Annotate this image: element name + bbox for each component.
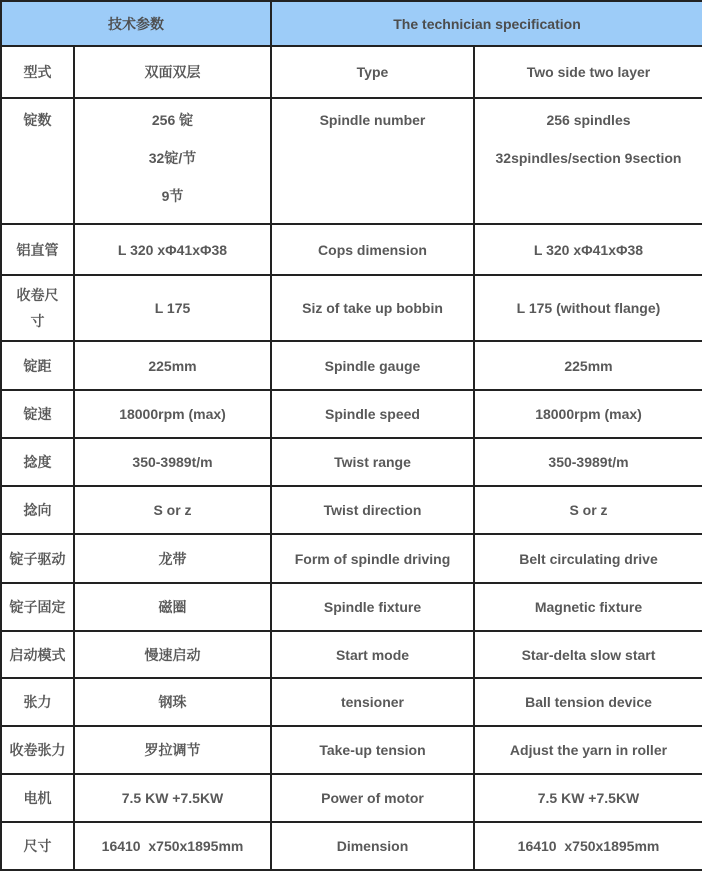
header-cell-en: The technician specification — [271, 1, 702, 46]
cell-text: 16410 x750x1895mm — [101, 838, 244, 854]
row-value-en — [474, 438, 702, 486]
row-value-en — [474, 822, 702, 870]
table-row — [1, 438, 702, 486]
cell-text: 256 spindles — [546, 112, 631, 128]
cell-text: Belt circulating drive — [519, 550, 658, 567]
cell-text: 16410 x750x1895mm — [517, 838, 660, 854]
cell-text: 7.5 KW +7.5KW — [121, 790, 224, 806]
cell-text: 225mm — [148, 357, 197, 374]
cell-text: 龙带 — [158, 550, 187, 567]
header-cell-cn: 技术参数 — [1, 1, 271, 46]
cell-text: Type — [356, 64, 389, 80]
row-label-en — [271, 774, 474, 822]
row-label-en — [271, 46, 474, 98]
row-value-cn — [74, 583, 271, 631]
cell-text: Siz of take up bobbin — [302, 300, 443, 316]
row-value-cn — [74, 438, 271, 486]
row-label-en — [271, 224, 474, 275]
row-label-en — [271, 390, 474, 438]
row-label-en — [271, 275, 474, 341]
row-label-cn — [1, 678, 74, 726]
cell-text: 18000rpm (max) — [119, 406, 226, 422]
row-label-en — [271, 438, 474, 486]
table-row — [1, 631, 702, 678]
table-row — [1, 534, 702, 583]
cell-text: 铝直管 — [16, 241, 59, 258]
row-label-cn — [1, 822, 74, 870]
row-value-en — [474, 678, 702, 726]
cell-text: 锭子固定 — [9, 599, 66, 615]
cell-text: tensioner — [340, 694, 404, 710]
row-label-cn — [1, 46, 74, 98]
row-value-en — [474, 726, 702, 774]
row-label-en — [271, 341, 474, 390]
row-value-en — [474, 224, 702, 275]
row-label-cn — [1, 486, 74, 534]
row-label-en — [271, 822, 474, 870]
cell-text: Start mode — [335, 646, 410, 663]
cell-text: 锭距 — [23, 357, 52, 374]
row-label-cn — [1, 438, 74, 486]
row-value-cn — [74, 678, 271, 726]
row-value-cn — [74, 224, 271, 275]
spec-table-body — [1, 46, 702, 870]
cell-text: 256 锭 — [151, 112, 194, 128]
cell-text: 捻向 — [23, 502, 52, 518]
row-label-en — [271, 534, 474, 583]
table-row — [1, 46, 702, 98]
cell-text: 启动模式 — [9, 646, 66, 663]
table-row — [1, 678, 702, 726]
row-value-en — [474, 583, 702, 631]
cell-text: 罗拉调节 — [144, 742, 201, 758]
cell-text: Power of motor — [321, 790, 424, 806]
cell-text: Take-up tension — [319, 742, 426, 758]
cell-text: S or z — [569, 502, 608, 518]
cell-text: 双面双层 — [144, 64, 201, 80]
cell-text: Two side two layer — [526, 64, 651, 80]
row-label-cn — [1, 726, 74, 774]
cell-text: 18000rpm (max) — [535, 406, 642, 422]
cell-text: 收卷尺 — [16, 287, 59, 303]
cell-text: S or z — [153, 502, 192, 518]
row-label-cn — [1, 631, 74, 678]
cell-text: Form of spindle driving — [294, 550, 451, 567]
cell-text: Twist range — [334, 454, 411, 470]
cell-text: 寸 — [30, 313, 45, 329]
row-label-en — [271, 631, 474, 678]
row-value-cn — [74, 822, 271, 870]
row-label-cn — [1, 275, 74, 341]
cell-text: 350-3989t/m — [132, 454, 213, 470]
table-row — [1, 341, 702, 390]
row-label-cn — [1, 224, 74, 275]
cell-text: 锭数 — [23, 112, 52, 128]
cell-text: 32spindles/section 9section — [495, 150, 682, 166]
header-row — [1, 1, 702, 46]
row-label-en — [271, 486, 474, 534]
table-row — [1, 275, 702, 341]
row-value-en — [474, 631, 702, 678]
cell-text: 捻度 — [23, 454, 52, 470]
cell-text: Magnetic fixture — [534, 599, 643, 615]
cell-text: 型式 — [23, 64, 52, 80]
table-row — [1, 583, 702, 631]
cell-text: 锭速 — [23, 406, 52, 422]
table-row — [1, 390, 702, 438]
row-value-en — [474, 486, 702, 534]
table-row — [1, 822, 702, 870]
cell-text: L 320 xΦ41xΦ38 — [533, 241, 644, 258]
row-value-cn — [74, 390, 271, 438]
table-row — [1, 224, 702, 275]
cell-text: Spindle gauge — [324, 357, 421, 374]
cell-text: Adjust the yarn in roller — [509, 742, 668, 758]
cell-text: 9节 — [161, 188, 184, 204]
row-value-cn — [74, 46, 271, 98]
row-label-en — [271, 726, 474, 774]
cell-text: 尺寸 — [23, 838, 52, 854]
cell-text: 慢速启动 — [144, 646, 201, 663]
row-value-cn — [74, 774, 271, 822]
cell-text: Ball tension device — [525, 694, 652, 710]
row-value-cn — [74, 98, 271, 224]
cell-text: Spindle fixture — [323, 599, 422, 615]
row-value-cn — [74, 341, 271, 390]
row-value-en — [474, 341, 702, 390]
row-value-cn — [74, 486, 271, 534]
cell-text: L 320 xΦ41xΦ38 — [117, 241, 228, 258]
cell-text: 张力 — [23, 694, 52, 710]
cell-text: Spindle speed — [325, 406, 420, 422]
row-label-cn — [1, 341, 74, 390]
cell-text: 锭子驱动 — [9, 550, 66, 567]
cell-text: 350-3989t/m — [548, 454, 629, 470]
row-value-cn — [74, 631, 271, 678]
cell-text: 7.5 KW +7.5KW — [537, 790, 640, 806]
row-label-en — [271, 678, 474, 726]
row-value-en — [474, 98, 702, 224]
cell-text: 32锭/节 — [148, 150, 197, 166]
row-value-cn — [74, 534, 271, 583]
table-row — [1, 486, 702, 534]
cell-text: 收卷张力 — [9, 742, 66, 758]
row-label-en — [271, 583, 474, 631]
row-value-cn — [74, 726, 271, 774]
row-value-cn — [74, 275, 271, 341]
row-label-en — [271, 98, 474, 224]
cell-text: 磁圈 — [158, 599, 187, 615]
table-row — [1, 774, 702, 822]
cell-text: Star-delta slow start — [521, 646, 656, 663]
row-value-en — [474, 534, 702, 583]
row-label-cn — [1, 98, 74, 224]
cell-text: Cops dimension — [318, 241, 427, 258]
row-label-cn — [1, 390, 74, 438]
cell-text: L 175 — [154, 300, 191, 316]
row-value-en — [474, 46, 702, 98]
table-row — [1, 726, 702, 774]
cell-text: 225mm — [564, 357, 613, 374]
cell-text: Twist direction — [323, 502, 422, 518]
row-label-cn — [1, 583, 74, 631]
cell-text: Spindle number — [319, 112, 426, 128]
row-label-cn — [1, 534, 74, 583]
cell-text: Dimension — [336, 838, 409, 854]
table-row — [1, 98, 702, 224]
row-value-en — [474, 774, 702, 822]
cell-text: L 175 (without flange) — [516, 300, 661, 316]
cell-text: 电机 — [23, 790, 52, 806]
row-label-cn — [1, 774, 74, 822]
row-value-en — [474, 390, 702, 438]
row-value-en — [474, 275, 702, 341]
cell-text: 钢珠 — [158, 694, 187, 710]
